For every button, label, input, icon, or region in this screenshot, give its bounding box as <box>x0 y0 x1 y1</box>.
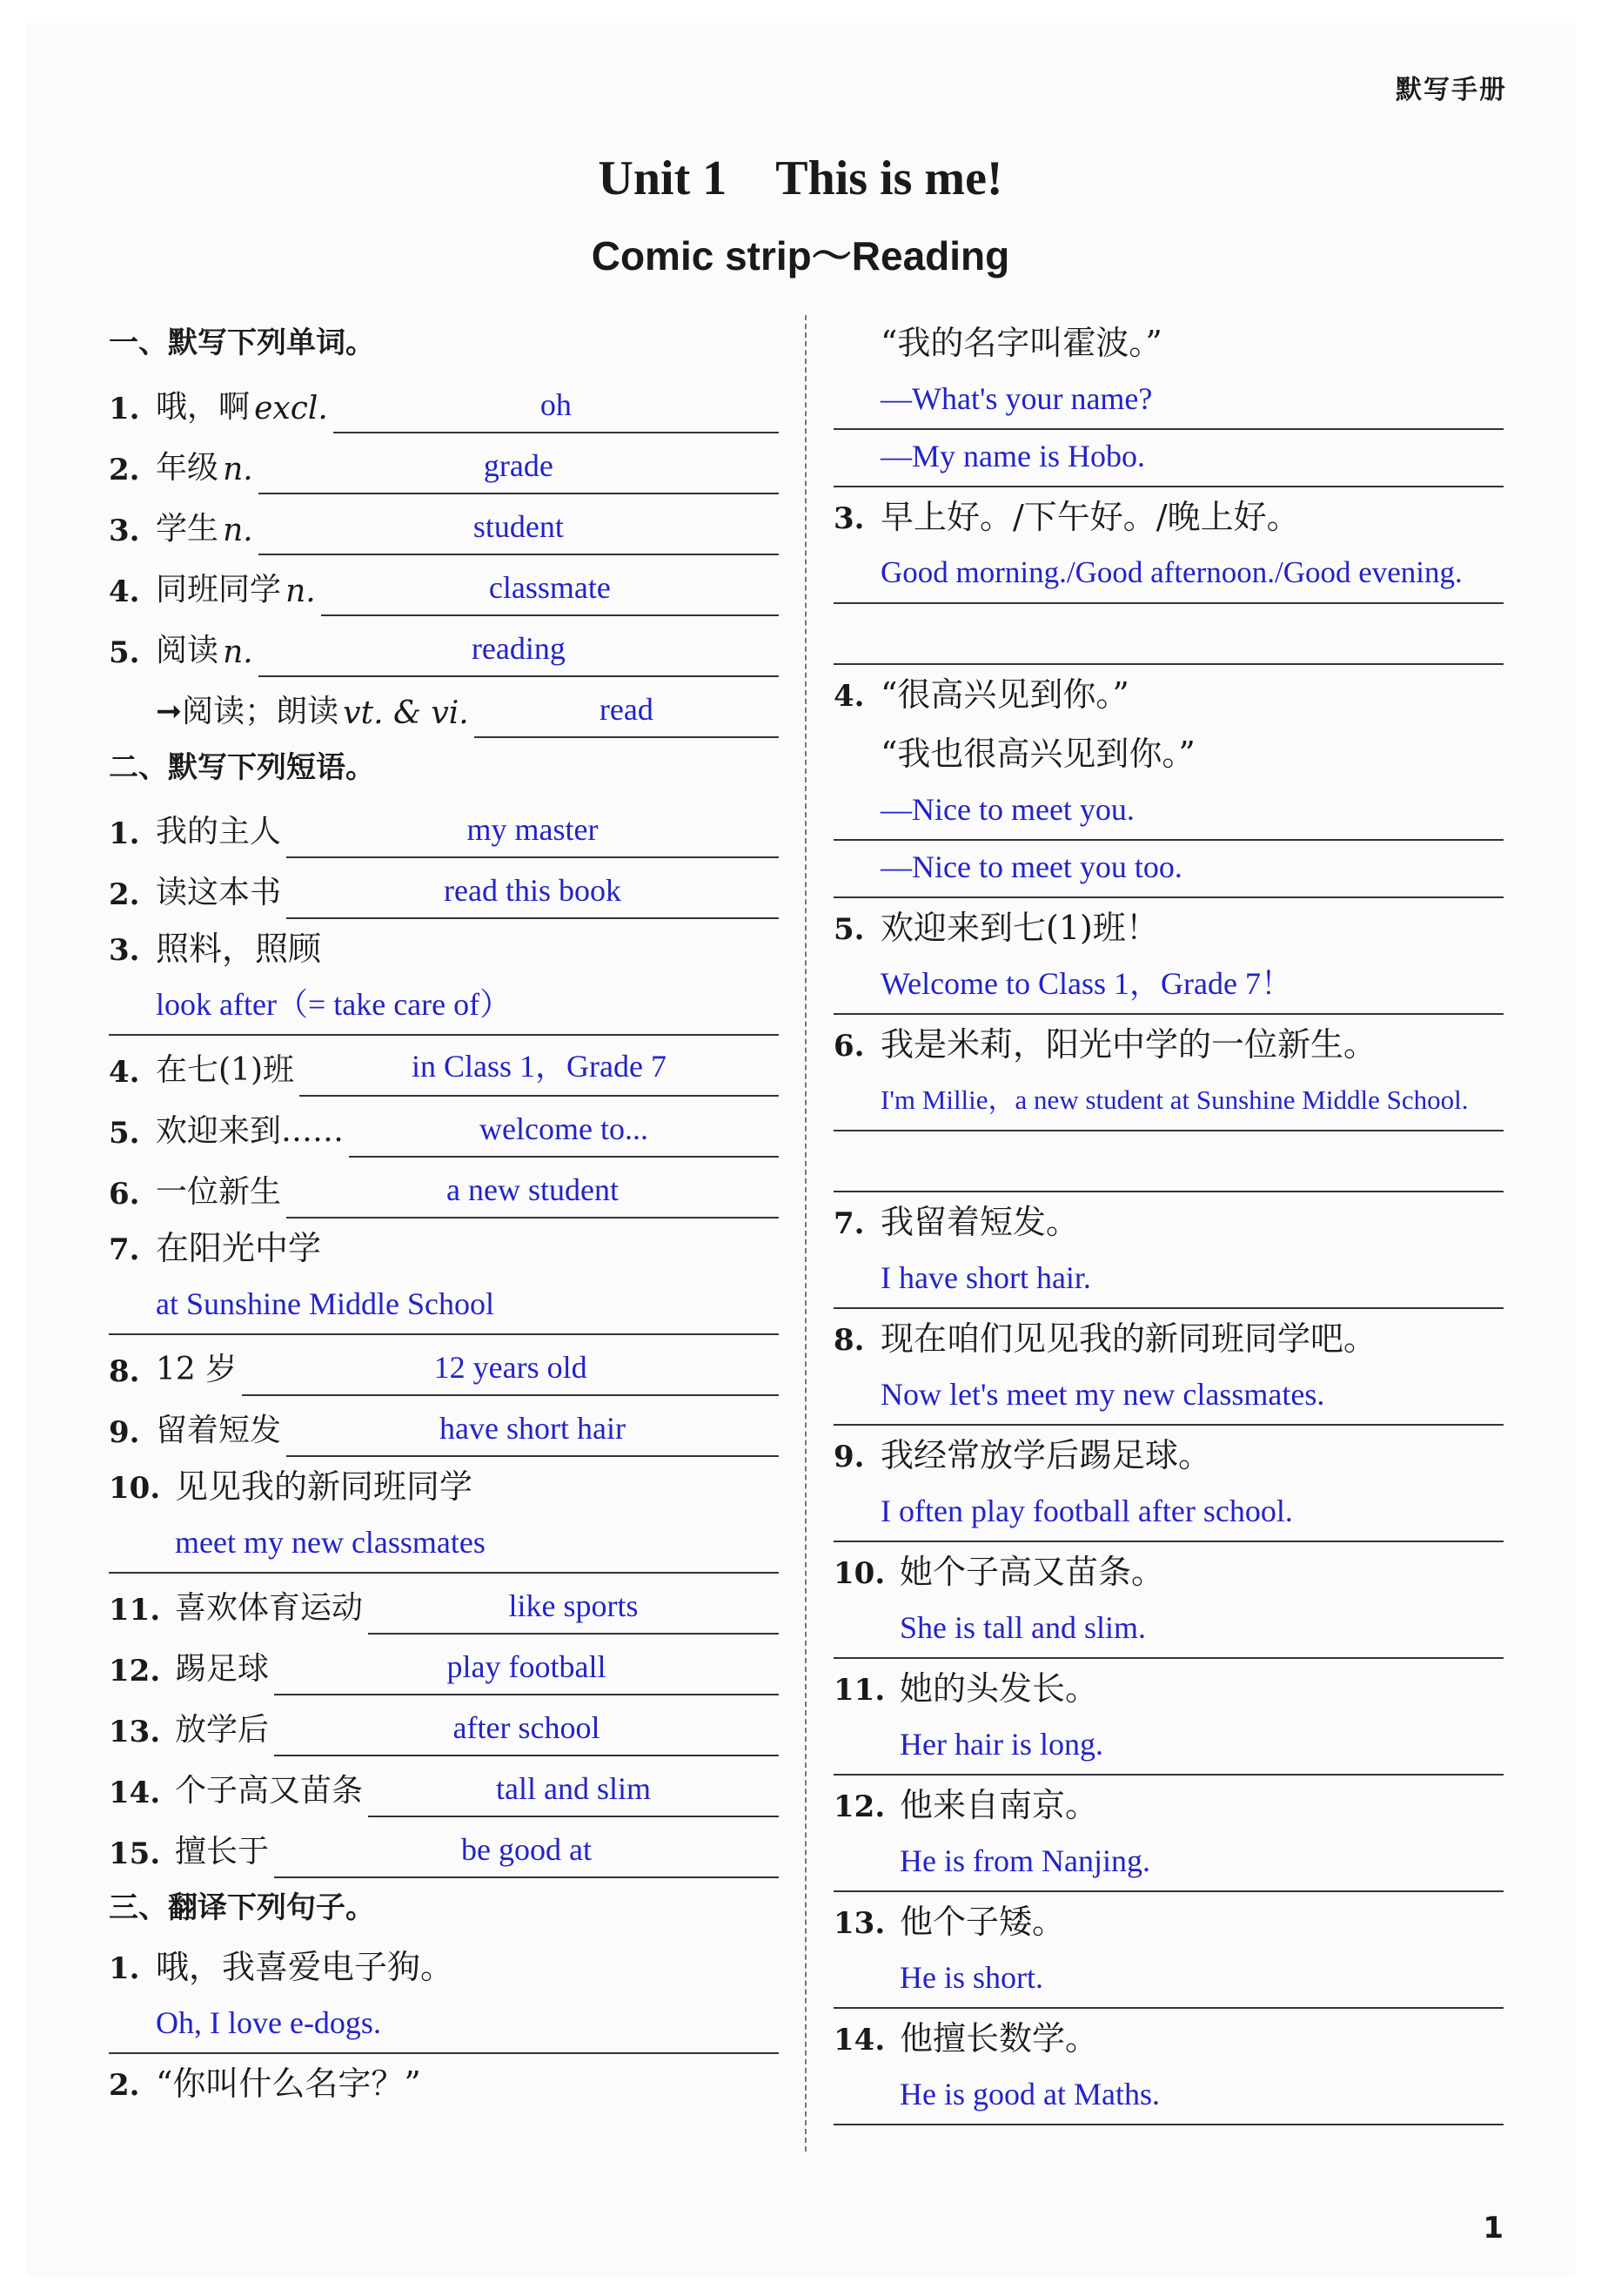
item-chinese: 他擅长数学。 <box>900 2019 1099 2058</box>
answer-field[interactable]: read this book <box>286 872 779 919</box>
item-chinese: 哦，我喜爱电子狗。 <box>156 1948 454 1986</box>
column-divider <box>805 315 807 2152</box>
item-chinese: 12 岁 <box>156 1352 238 1387</box>
phrase-item <box>109 858 779 919</box>
item-number: 13. <box>109 1715 161 1749</box>
item-chinese: 哦，啊 <box>156 389 251 425</box>
sentence-item <box>834 487 1504 547</box>
section-heading-sentences: 三、翻译下列句子。 <box>109 1890 375 1925</box>
item-chinese-continued: “我也很高兴见到你。” <box>881 735 1196 773</box>
item-part-of-speech: n. <box>223 452 253 487</box>
item-number: 7. <box>109 1232 140 1267</box>
answer-field[interactable]: —Nice to meet you. <box>834 783 1504 841</box>
answer-field[interactable]: I often play football after school. <box>834 1485 1504 1542</box>
item-chinese: ➞阅读；朗读 <box>156 694 339 729</box>
answer-blank-line[interactable] <box>834 1131 1504 1192</box>
sentence-item <box>834 898 1504 957</box>
answer-field[interactable]: student <box>258 508 779 555</box>
item-number: 3. <box>834 501 865 536</box>
item-number: 7. <box>834 1206 865 1241</box>
page-number: 1 <box>1483 2211 1504 2246</box>
item-chinese: 擅长于 <box>175 1834 270 1870</box>
item-number: 1. <box>109 816 140 851</box>
page-subtitle: Comic strip～Reading <box>591 233 1010 279</box>
item-chinese: 他个子矮。 <box>900 1903 1066 1941</box>
item-number: 2. <box>109 877 140 912</box>
item-chinese: 欢迎来到…… <box>156 1113 345 1149</box>
page-title: Unit 1 This is me! <box>598 151 1003 205</box>
item-number: 8. <box>834 1323 865 1358</box>
item-number: 14. <box>834 2023 886 2058</box>
corner-label: 默写手册 <box>1396 75 1507 105</box>
answer-field[interactable]: at Sunshine Middle School <box>109 1278 779 1335</box>
sentence-item <box>834 1659 1504 1718</box>
phrase-item <box>109 919 779 978</box>
answer-field[interactable]: play football <box>274 1648 779 1695</box>
item-number: 10. <box>834 1556 886 1591</box>
answer-field[interactable]: my master <box>286 811 779 858</box>
answer-field[interactable]: like sports <box>368 1588 779 1635</box>
answer-field[interactable]: grade <box>258 447 779 494</box>
answer-field[interactable]: I'm Millie，a new student at Sunshine Middle School. <box>834 1074 1504 1131</box>
answer-field[interactable]: a new student <box>286 1171 779 1218</box>
item-number: 2. <box>109 453 140 487</box>
item-number: 4. <box>109 574 140 609</box>
section-heading-phrases: 二、默写下列短语。 <box>109 750 375 785</box>
answer-blank-line[interactable] <box>834 604 1504 665</box>
item-number: 5. <box>109 635 140 670</box>
item-number: 4. <box>109 1055 140 1090</box>
item-chinese: 阅读 <box>156 633 219 668</box>
answer-field[interactable]: —Nice to meet you too. <box>834 841 1504 898</box>
item-number: 5. <box>109 1116 140 1151</box>
answer-field[interactable]: Welcome to Class 1，Grade 7！ <box>834 957 1504 1015</box>
sentence-item <box>834 1426 1504 1485</box>
item-chinese: “很高兴见到你。” <box>881 675 1129 714</box>
item-number: 14. <box>109 1776 161 1810</box>
sentence-item <box>834 1776 1504 1835</box>
sentence-item <box>109 2054 779 2113</box>
item-number: 6. <box>109 1177 140 1212</box>
word-item <box>109 373 779 433</box>
phrase-item <box>109 1817 779 1878</box>
left-column <box>109 313 779 2113</box>
sentence-item <box>834 665 1504 724</box>
answer-field[interactable]: meet my new classmates <box>109 1516 779 1574</box>
sentence-item <box>834 1192 1504 1252</box>
item-chinese: 她个子高又苗条。 <box>900 1553 1165 1591</box>
item-number: 9. <box>834 1440 865 1474</box>
answer-field[interactable]: tall and slim <box>368 1770 779 1817</box>
item-number: 9. <box>109 1415 140 1450</box>
item-chinese: 现在咱们见见我的新同班同学吧。 <box>881 1319 1377 1358</box>
item-part-of-speech: n. <box>223 634 253 670</box>
answer-field[interactable]: look after（= take care of） <box>109 978 779 1036</box>
item-number: 4. <box>834 679 865 714</box>
item-number: 6. <box>834 1029 865 1064</box>
sentence-item <box>834 1892 1504 1951</box>
answer-field[interactable]: Her hair is long. <box>834 1718 1504 1776</box>
item-chinese: 在七(1)班 <box>156 1052 294 1088</box>
item-chinese: 放学后 <box>175 1712 270 1748</box>
phrase-item <box>109 1574 779 1635</box>
word-item <box>109 616 779 677</box>
phrase-item <box>109 1457 779 1516</box>
item-chinese: 她的头发长。 <box>900 1669 1099 1708</box>
answer-field[interactable]: welcome to... <box>349 1111 779 1158</box>
item-number: 8. <box>109 1354 140 1389</box>
item-part-of-speech: n. <box>285 574 316 609</box>
item-chinese: “你叫什么名字？” <box>156 2064 421 2103</box>
item-chinese: 留着短发 <box>156 1413 282 1448</box>
answer-field[interactable]: Now let's meet my new classmates. <box>834 1368 1504 1426</box>
item-number: 10. <box>109 1471 161 1506</box>
item-part-of-speech: excl. <box>254 391 328 426</box>
item-number: 1. <box>109 1951 140 1986</box>
item-number: 1. <box>109 392 140 426</box>
answer-field[interactable]: He is short. <box>834 1951 1504 2009</box>
item-chinese: 欢迎来到七(1)班！ <box>881 909 1159 947</box>
phrase-item <box>109 1158 779 1218</box>
item-chinese: 一位新生 <box>156 1174 282 1210</box>
item-number: 11. <box>834 1673 886 1708</box>
phrase-item <box>109 797 779 858</box>
sentence-item <box>834 2009 1504 2068</box>
answer-field[interactable]: oh <box>333 386 779 433</box>
item-number: 3. <box>109 933 140 968</box>
phrase-item <box>109 1218 779 1278</box>
item-part-of-speech: vt. & vi. <box>343 695 469 731</box>
phrase-item <box>109 1097 779 1158</box>
answer-field[interactable]: classmate <box>321 569 779 616</box>
item-number: 5. <box>834 912 865 947</box>
word-item-derived <box>109 677 779 738</box>
answer-field[interactable]: 12 years old <box>242 1349 779 1396</box>
word-item <box>109 555 779 616</box>
item-chinese: 我留着短发。 <box>881 1203 1080 1241</box>
item-part-of-speech: n. <box>223 513 253 548</box>
answer-field[interactable]: have short hair <box>286 1410 779 1457</box>
answer-field[interactable]: be good at <box>274 1831 779 1878</box>
item-number: 15. <box>109 1836 161 1871</box>
item-chinese: 喜欢体育运动 <box>175 1590 364 1626</box>
sentence-item <box>834 1015 1504 1074</box>
item-chinese: 他来自南京。 <box>900 1786 1099 1824</box>
answer-field[interactable]: —What's your name? <box>834 373 1504 430</box>
answer-field[interactable]: Oh, I love e-dogs. <box>109 1997 779 2054</box>
item-chinese: 踢足球 <box>175 1651 270 1687</box>
item-chinese: 我是米莉，阳光中学的一位新生。 <box>881 1025 1377 1064</box>
section-heading-words: 一、默写下列单词。 <box>109 326 375 360</box>
item-chinese: 照料，照顾 <box>156 930 322 968</box>
item-number: 12. <box>109 1654 161 1688</box>
answer-field[interactable]: I have short hair. <box>834 1252 1504 1309</box>
phrase-item <box>109 1635 779 1695</box>
sentence-item <box>834 1309 1504 1368</box>
item-chinese: 早上好。/下午好。/晚上好。 <box>881 498 1300 536</box>
item-chinese: 我的主人 <box>156 814 282 849</box>
phrase-item <box>109 1335 779 1396</box>
answer-field[interactable]: Good morning./Good afternoon./Good evening. <box>834 547 1504 604</box>
phrase-item <box>109 1756 779 1817</box>
phrase-item <box>109 1396 779 1457</box>
item-number: 2. <box>109 2068 140 2103</box>
item-chinese: 在阳光中学 <box>156 1229 322 1267</box>
item-chinese: 见见我的新同班同学 <box>175 1467 473 1506</box>
item-number: 11. <box>109 1593 161 1628</box>
word-item <box>109 494 779 555</box>
answer-field[interactable]: in Class 1，Grade 7 <box>299 1042 779 1097</box>
phrase-item <box>109 1036 779 1097</box>
item-number: 3. <box>109 514 140 548</box>
item-number: 13. <box>834 1906 886 1941</box>
answer-field[interactable]: He is from Nanjing. <box>834 1835 1504 1892</box>
sentence-item <box>834 1542 1504 1601</box>
phrase-item <box>109 1695 779 1756</box>
answer-field[interactable]: She is tall and slim. <box>834 1601 1504 1659</box>
item-chinese-continued: “我的名字叫霍波。” <box>881 324 1162 362</box>
right-column <box>834 313 1504 2125</box>
answer-field[interactable]: —My name is Hobo. <box>834 430 1504 487</box>
answer-field[interactable]: after school <box>274 1709 779 1756</box>
item-chinese: 读这本书 <box>156 875 282 910</box>
item-chinese: 我经常放学后踢足球。 <box>881 1436 1212 1474</box>
answer-field[interactable]: He is good at Maths. <box>834 2068 1504 2125</box>
sentence-item <box>109 1937 779 1997</box>
item-chinese: 个子高又苗条 <box>175 1773 364 1809</box>
item-number: 12. <box>834 1789 886 1824</box>
answer-field[interactable]: read <box>474 691 779 738</box>
answer-field[interactable]: reading <box>258 630 779 677</box>
item-chinese: 学生 <box>156 511 219 547</box>
word-item <box>109 433 779 494</box>
item-chinese: 同班同学 <box>156 572 282 608</box>
item-chinese: 年级 <box>156 450 219 486</box>
